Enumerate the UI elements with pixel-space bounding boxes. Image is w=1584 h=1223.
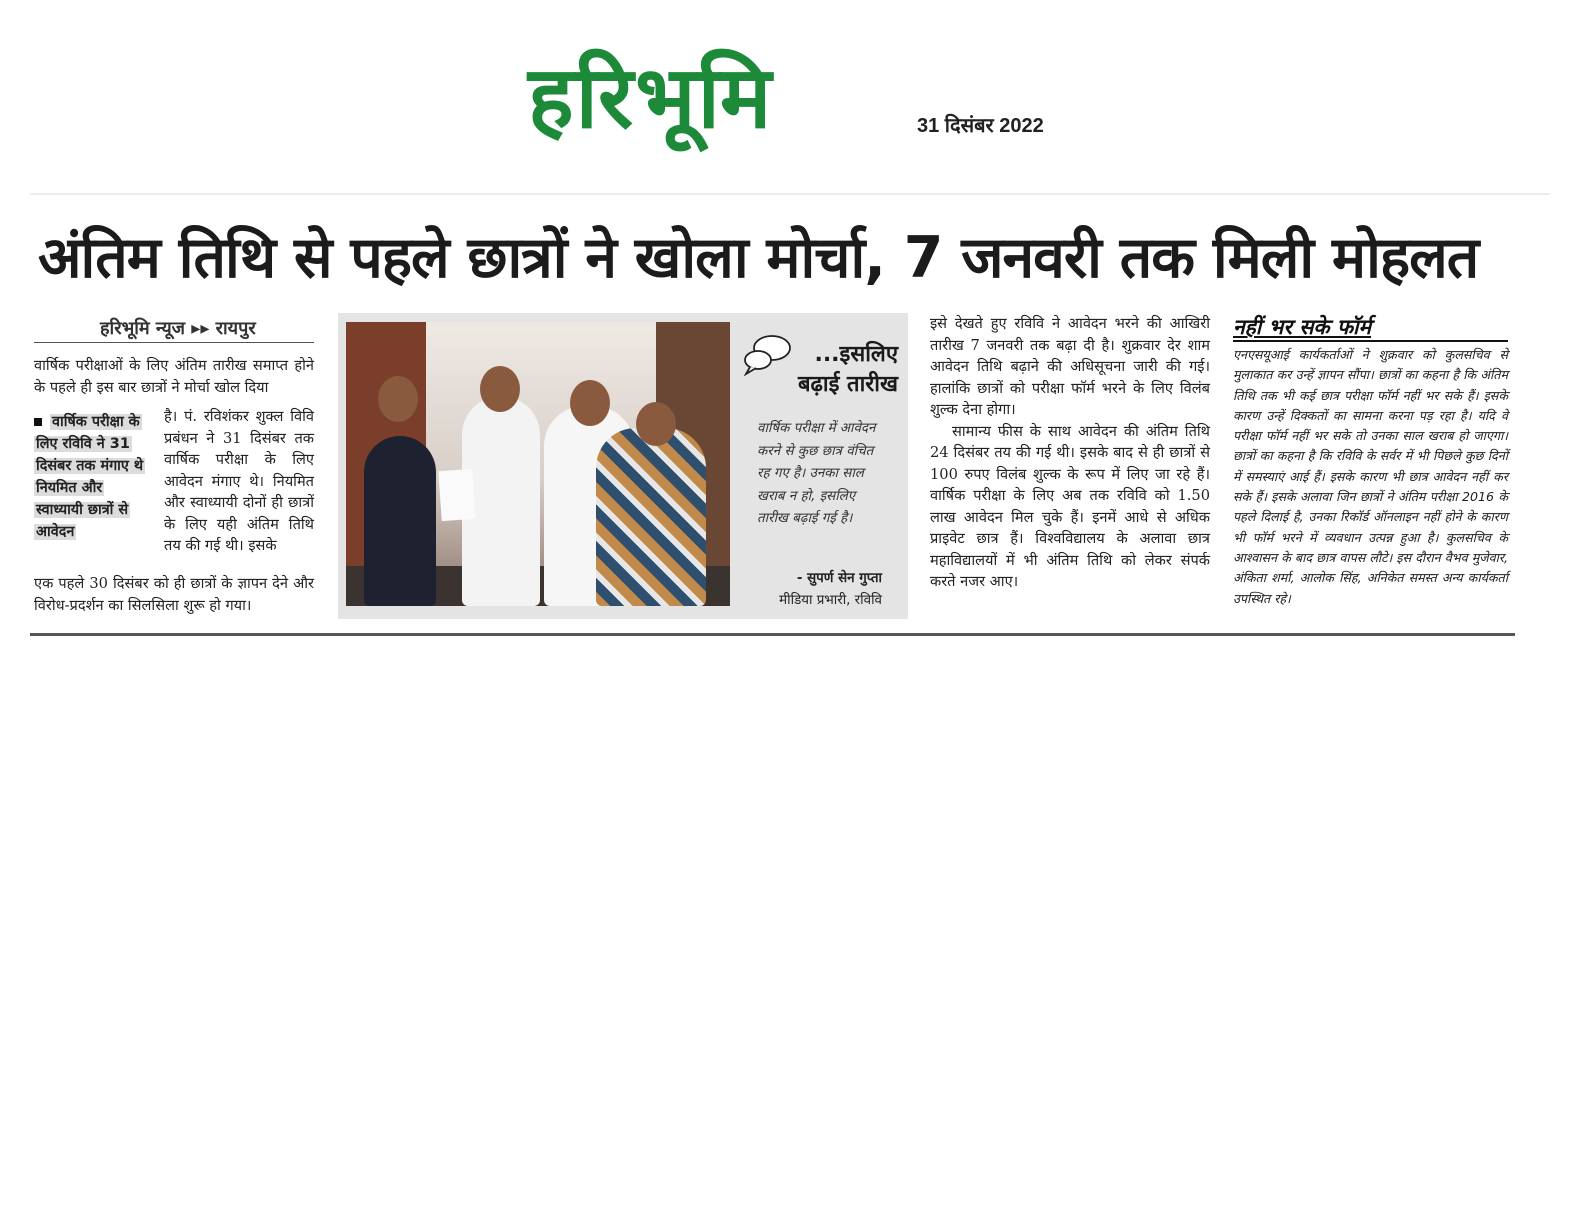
bottom-divider	[30, 633, 1515, 636]
column1-intro: वार्षिक परीक्षाओं के लिए अंतिम तारीख समाप्त होने के पहले ही इस बार छात्रों ने मोर्चा खोल दिया	[34, 357, 314, 396]
edition-date: 31 दिसंबर 2022	[917, 115, 1044, 137]
column3-para1: इसे देखते हुए रविवि ने आवेदन भरने की आखिरी तारीख 7 जनवरी तक बढ़ा दी है। शुक्रवार देर शाम आवेदन तिथि बढ़ाने की अधिसूचना जारी की गई। हालांकि छात्रों को परीक्षा फॉर्म भरने के लिए विलंब शुल्क देना होगा।	[930, 315, 1210, 418]
byline: हरिभूमि न्यूज ▸▸ रायपुर	[100, 318, 256, 339]
bullet-square-icon	[34, 418, 42, 426]
masthead-logo	[528, 48, 858, 148]
quote-title: ...इसलिए बढ़ाई तारीख	[797, 342, 898, 397]
highlight-box	[34, 411, 154, 543]
column1-bottom: एक पहले 30 दिसंबर को ही छात्रों के ज्ञापन देने और विरोध-प्रदर्शन का सिलसिला शुरू हो गया।	[34, 575, 314, 614]
top-divider	[30, 193, 1550, 195]
quote-author	[760, 568, 882, 612]
column4-body: एनएसयूआई कार्यकर्ताओं ने शुक्रवार को कुलसचिव से मुलाकात कर उन्हें ज्ञापन सौंपा। छात्रों का कहना है कि अंतिम तिथि तक भी कई छात्र परीक्षा फॉर्म नहीं भर सके हैं। इसके कारण उन्हें दिक्कतों का सामना करना पड़ रहा है। यदि वे परीक्षा फॉर्म नहीं भर सके तो उनका साल खराब हो जाएगा। छात्रों का कहना है कि रविवि के सर्वर में भी पिछले कुछ दिनों में समस्याएं आई हैं। इसके कारण भी छात्र आवेदन नहीं कर सके हैं। इसके अलावा जिन छात्रों ने अंतिम परीक्षा 2016 के पहले दिलाई है, उनका रिकॉर्ड ऑनलाइन नहीं होने के कारण भी फॉर्म भरने में व्यवधान उत्पन्न हुआ है। कुलसचिव के आश्वासन के बाद छात्र वापस लौटे। इस दौरान वैभव मुजेवार, अंकिता शर्मा, आलोक सिंह, अनिकेत समस्त अन्य कार्यकर्ता उपस्थित रहे।	[1233, 347, 1508, 606]
quote-author-name: - सुपर्ण सेन गुप्ता	[796, 571, 882, 586]
logo-text: हरिभूमि	[528, 48, 774, 148]
column4-heading: नहीं भर सके फॉर्म	[1233, 315, 1372, 339]
byline-divider	[34, 342, 314, 343]
speech-bubble-icon	[742, 332, 792, 376]
headline: अंतिम तिथि से पहले छात्रों ने खोला मोर्चा, 7 जनवरी तक मिली मोहलत	[38, 225, 1479, 291]
column3-para2: सामान्य फीस के साथ आवेदन की अंतिम तिथि 24 दिसंबर तय की गई थी। इसके बाद से ही छात्रों से 100 रुपए विलंब शुल्क के रूप में लिए जा रहे हैं। वार्षिक परीक्षा के लिए अब तक रविवि को 1.50 लाख आवेदन मिल चुके हैं। इनमें आधे से अधिक प्राइवेट छात्र हैं। विश्वविद्यालय के अलावा छात्र महाविद्यालयों में भी अंतिम तिथि को लेकर संपर्क करते नजर आए।	[930, 422, 1210, 590]
column3	[930, 313, 1210, 593]
news-photo	[346, 322, 730, 606]
column4-divider	[1233, 340, 1508, 342]
highlight-text: वार्षिक परीक्षा के लिए रविवि ने 31 दिसंबर तक मंगाए थे नियमित और स्वाध्यायी छात्रों से आवेदन	[36, 414, 144, 540]
quote-author-role: मीडिया प्रभारी, रविवि	[779, 593, 882, 608]
column1-wrap-text: है। पं. रविशंकर शुक्ल विवि प्रबंधन ने 31 दिसंबर तक वार्षिक परीक्षा के लिए आवेदन मंगाए थे। नियमित और स्वाध्यायी दोनों ही छात्रों के लिए यही अंतिम तिथि तय की गई थी। इसके	[164, 408, 314, 554]
quote-body: वार्षिक परीक्षा में आवेदन करने से कुछ छात्र वंचित रह गए है। उनका साल खराब न हो, इसलिए तारीख बढ़ाई गई है।	[757, 421, 876, 526]
